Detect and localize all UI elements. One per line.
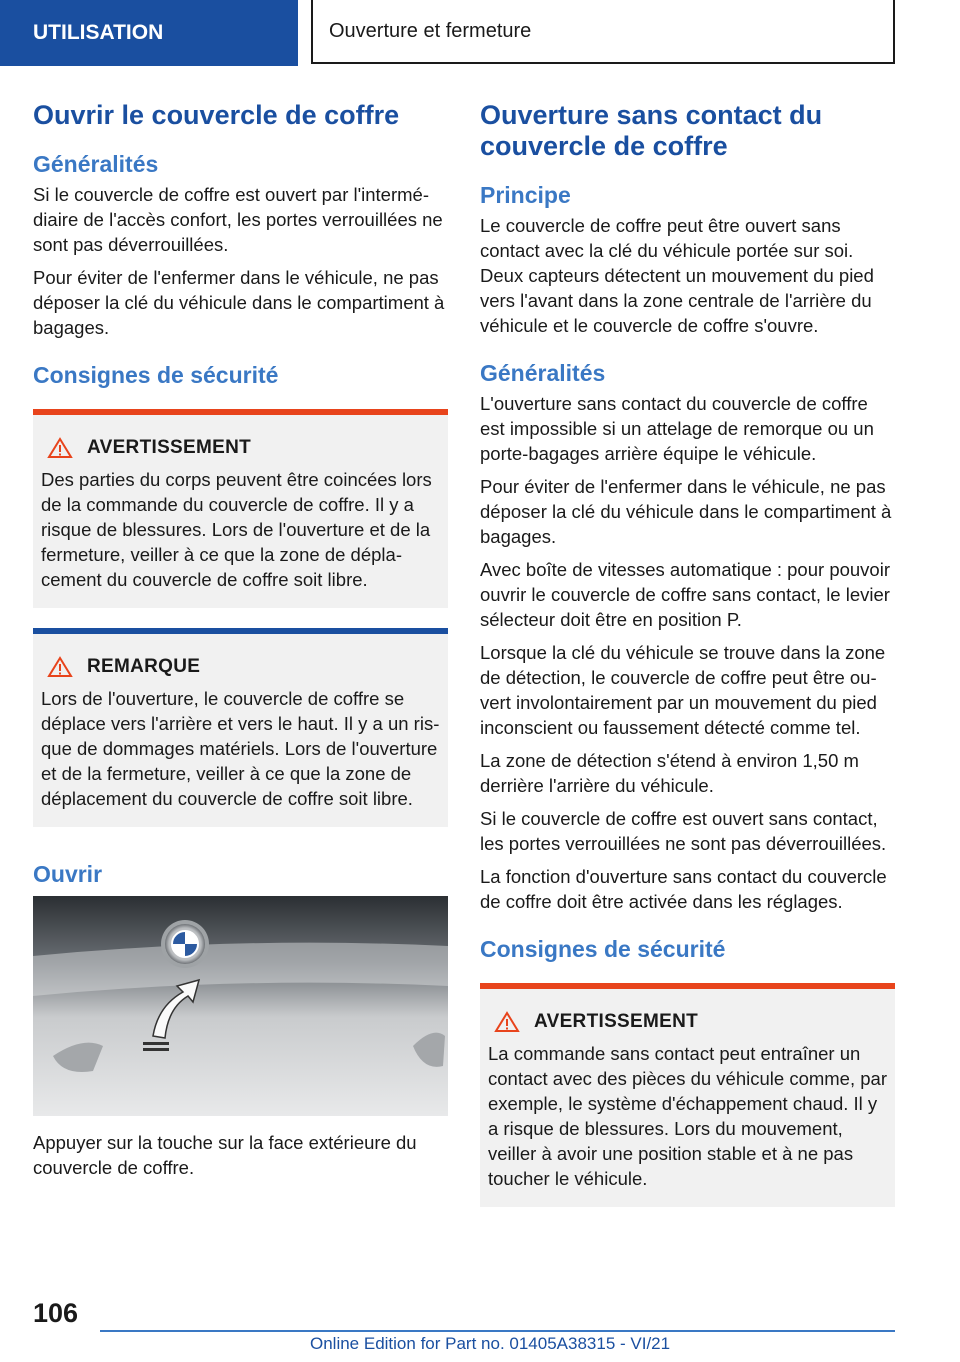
note-box — [33, 628, 448, 827]
note-title: REMARQUE — [87, 656, 201, 677]
warning-triangle-icon — [494, 1011, 520, 1033]
page-header — [0, 0, 960, 66]
section-label: UTILISATION — [0, 0, 298, 66]
warning-box — [33, 409, 448, 608]
open-caption: Appuyer sur la touche sur la face extérieure du couvercle de coffre. — [33, 1132, 417, 1178]
heading-principle: Principe — [480, 182, 571, 208]
note-text: Lors de l'ouverture, le couvercle de coffre se déplace vers l'arrière et vers le haut. Il y a un risque de dommages matériels. Lors de l'ouverture et de la fermeture, veiller à ce que la zone de déplacement du couvercle de coffre soit libre. — [41, 688, 440, 809]
general-paragraph-2: Pour éviter de l'enfermer dans le véhicule, ne pas déposer la clé du véhicule dans le compartiment à bagages. — [33, 267, 445, 338]
principle-paragraph: Le couvercle de coffre peut être ouvert sans contact avec la clé du véhicule portée sur soi. Deux capteurs détectent un mouvement du pied vers l'avant dans la zone centrale de l'arrière du véhicule et le couvercle de coffre s'ouvre. — [480, 215, 874, 336]
page-number: 106 — [33, 1298, 79, 1328]
heading-open-trunk: Ouvrir le couvercle de coffre — [33, 100, 400, 130]
chapter-title: Ouverture et fermeture — [311, 0, 895, 64]
right-column — [480, 100, 895, 1227]
heading-safety: Consignes de sécurité — [33, 362, 279, 388]
right-paragraph-1: L'ouverture sans contact du couvercle de coffre est impossible si un attelage de remorque ou un porte-bagages arrière équipe le véhicule. — [480, 393, 874, 464]
left-column — [33, 100, 448, 1188]
warning-title: AVERTISSEMENT — [87, 437, 252, 458]
right-paragraph-6: Si le couvercle de coffre est ouvert sans contact, les portes verrouillées ne sont pas déverrouillées. — [480, 808, 887, 854]
heading-general-right: Généralités — [480, 360, 606, 386]
heading-general: Généralités — [33, 151, 159, 177]
warning-text: Des parties du corps peuvent être coincées lors de la commande du couvercle de coffre. Il y a risque de blessures. Lors de l'ouverture et de la fermeture, veiller à ce que la zone de déplacement du couvercle de coffre soit libre. — [41, 469, 432, 590]
warning-box-right — [480, 983, 895, 1207]
heading-contactless-opening: Ouverture sans contact du couvercle de coffre — [480, 100, 823, 161]
trunk-button-photo — [33, 896, 448, 1116]
right-paragraph-3: Avec boîte de vitesses automatique : pour pouvoir ouvrir le couvercle de coffre sans contact, le levier sélecteur doit être en position P. — [480, 559, 890, 630]
note-triangle-icon — [47, 656, 73, 678]
warning-title-right: AVERTISSEMENT — [534, 1011, 699, 1032]
warning-text-right: La commande sans contact peut entraîner un contact avec des pièces du véhicule comme, par exemple, le système d'échappement chaud. Il y a risque de blessures. Lors du mouvement, veiller à avoir une position stable et à ne pas toucher le véhicule. — [488, 1043, 887, 1189]
general-paragraph-1: Si le couvercle de coffre est ouvert par l'intermédiaire de l'accès confort, les portes verrouillées ne sont pas déverrouillées. — [33, 184, 443, 255]
right-paragraph-5: La zone de détection s'étend à environ 1,50 m derrière l'arrière du véhicule. — [480, 750, 859, 796]
right-paragraph-7: La fonction d'ouverture sans contact du couvercle de coffre doit être activée dans les réglages. — [480, 866, 887, 912]
heading-safety-right: Consignes de sécurité — [480, 936, 726, 962]
right-paragraph-2: Pour éviter de l'enfermer dans le véhicule, ne pas déposer la clé du véhicule dans le compartiment à bagages. — [480, 476, 892, 547]
warning-triangle-icon — [47, 437, 73, 459]
edition-text: Online Edition for Part no. 01405A38315 - VI/21 — [310, 1334, 671, 1353]
footer-divider — [100, 1330, 895, 1332]
right-paragraph-4: Lorsque la clé du véhicule se trouve dans la zone de détection, le couvercle de coffre peut être ouvert involontairement par un mouvement du pied inconscient ou faussement détecté comme tel. — [480, 642, 886, 738]
heading-open: Ouvrir — [33, 861, 103, 887]
